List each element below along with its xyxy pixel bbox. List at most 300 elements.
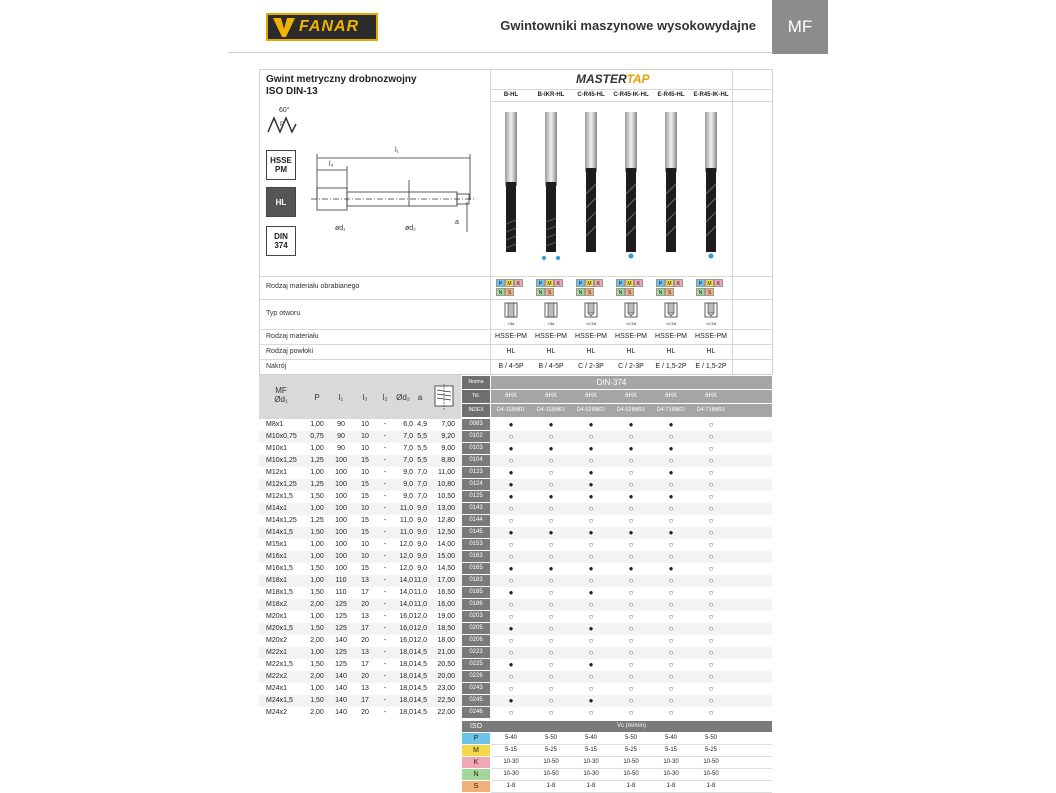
on-request-mark: ○ xyxy=(508,432,514,441)
header-l2: l₂ xyxy=(382,393,388,402)
on-request-mark: ○ xyxy=(628,684,634,693)
material-cell-p: P xyxy=(616,279,625,287)
cell-pitch: 1,25 xyxy=(310,457,324,464)
cutting-speed-value: 5-40 xyxy=(664,735,677,741)
cell-pitch: 1,25 xyxy=(310,481,324,488)
table-row xyxy=(259,515,772,527)
iso-group-k: K xyxy=(462,757,490,768)
cell-thread-length: 13,00 xyxy=(437,505,455,512)
cutting-speed-value: 10-50 xyxy=(703,759,719,765)
table-row xyxy=(259,611,772,623)
cell-a: 9,0 xyxy=(417,565,427,572)
cell-d2: 18,0 xyxy=(399,673,413,680)
cell-a: 9,0 xyxy=(417,541,427,548)
cell-l2: - xyxy=(383,673,387,680)
cell-thread-length: 21,00 xyxy=(437,649,455,656)
on-request-mark: ○ xyxy=(508,516,514,525)
cell-a: 7,0 xyxy=(417,493,427,500)
mastertap-brand: MASTERTAP xyxy=(576,72,650,86)
on-request-mark: ○ xyxy=(628,624,634,633)
row-index-code: 0123 xyxy=(462,467,490,478)
cell-a: 9,0 xyxy=(417,553,427,560)
material-cell-n: N xyxy=(576,288,585,296)
cell-d2: 6,0 xyxy=(403,421,413,428)
cell-a: 5,5 xyxy=(417,445,427,452)
available-mark: ● xyxy=(508,564,514,573)
cell-l2: - xyxy=(383,601,387,608)
on-request-mark: ○ xyxy=(588,612,594,621)
available-mark: ● xyxy=(508,696,514,705)
hole-depth-caption: ≈3d xyxy=(507,321,515,326)
available-mark: ● xyxy=(508,588,514,597)
on-request-mark: ○ xyxy=(588,708,594,717)
table-row xyxy=(259,467,772,479)
cell-size: M20x1,5 xyxy=(266,625,293,632)
on-request-mark: ○ xyxy=(628,480,634,489)
on-request-mark: ○ xyxy=(628,696,634,705)
svg-text:ød₂: ød₂ xyxy=(405,225,416,232)
tap-image-c-r45-ik-hl xyxy=(625,112,637,259)
tool-material-value: HSSE-PM xyxy=(615,333,647,340)
available-mark: ● xyxy=(668,444,674,453)
cell-size: M24x2 xyxy=(266,709,288,716)
row-label-coating: Rodzaj powłoki xyxy=(266,348,314,355)
brand-name: FANAR xyxy=(299,18,360,35)
on-request-mark: ○ xyxy=(548,684,554,693)
cell-l3: 20 xyxy=(361,709,369,716)
material-cell-m: M xyxy=(505,279,514,287)
column-c-r45-hl: C-R45-HL xyxy=(577,92,605,98)
available-mark: ● xyxy=(628,492,634,501)
on-request-mark: ○ xyxy=(708,600,714,609)
row-index-code: 0153 xyxy=(462,539,490,550)
material-cell-p: P xyxy=(536,279,545,287)
material-cell-k: K xyxy=(674,279,683,287)
available-mark: ● xyxy=(668,420,674,429)
column-e-r45-hl: E-R45-HL xyxy=(657,92,685,98)
fanar-logo xyxy=(266,13,378,41)
cell-d2: 12,0 xyxy=(399,553,413,560)
table-row xyxy=(259,587,772,599)
cell-pitch: 1,00 xyxy=(310,553,324,560)
cell-pitch: 2,00 xyxy=(310,601,324,608)
material-grid xyxy=(576,279,606,297)
material-grid xyxy=(496,279,526,297)
on-request-mark: ○ xyxy=(708,636,714,645)
through-hole-icon xyxy=(504,302,518,318)
material-cell-s: S xyxy=(585,288,594,296)
on-request-mark: ○ xyxy=(708,612,714,621)
cutting-speed-value: 1-8 xyxy=(626,783,636,789)
cell-pitch: 1,50 xyxy=(310,697,324,704)
cell-thread-length: 22,00 xyxy=(437,709,455,716)
row-index-code: 0225 xyxy=(462,659,490,670)
on-request-mark: ○ xyxy=(548,648,554,657)
on-request-mark: ○ xyxy=(708,660,714,669)
tolerance-value: 6HX xyxy=(545,393,557,399)
material-cell-n: N xyxy=(616,288,625,296)
cell-l1: 100 xyxy=(335,517,347,524)
row-index-code: 0186 xyxy=(462,599,490,610)
hole-depth-caption: ≈3d xyxy=(547,321,555,326)
available-mark: ● xyxy=(508,492,514,501)
cell-a: 14,5 xyxy=(413,697,427,704)
norm-row xyxy=(491,376,772,389)
on-request-mark: ○ xyxy=(508,708,514,717)
cell-l2: - xyxy=(383,541,387,548)
on-request-mark: ○ xyxy=(708,576,714,585)
on-request-mark: ○ xyxy=(628,456,634,465)
norm-label: Norma xyxy=(462,376,490,389)
table-row xyxy=(259,647,772,659)
row-index-code: 0103 xyxy=(462,443,490,454)
on-request-mark: ○ xyxy=(628,552,634,561)
cell-d2: 18,0 xyxy=(399,697,413,704)
cell-pitch: 1,50 xyxy=(310,493,324,500)
hl-coating-badge: HL xyxy=(266,187,296,217)
on-request-mark: ○ xyxy=(628,708,634,717)
material-cell-p: P xyxy=(656,279,665,287)
cell-size: M10x1,25 xyxy=(266,457,297,464)
cell-pitch: 1,00 xyxy=(310,541,324,548)
cell-size: M24x1 xyxy=(266,685,288,692)
cell-l1: 140 xyxy=(335,709,347,716)
row-index-code: 0245 xyxy=(462,695,490,706)
cell-l2: - xyxy=(383,697,387,704)
hole-depth-caption: ≈2,5d xyxy=(666,321,676,326)
blind-hole-icon xyxy=(624,302,638,318)
tap-dimension-drawing xyxy=(305,140,480,240)
cell-l1: 100 xyxy=(335,505,347,512)
cell-d2: 14,0 xyxy=(399,601,413,608)
spec-title: Gwint metryczny drobnozwojny ISO DIN-13 xyxy=(266,74,417,97)
norm-value: DIN-374 xyxy=(596,378,627,387)
on-request-mark: ○ xyxy=(548,516,554,525)
cutting-speed-value: 10-30 xyxy=(663,771,679,777)
on-request-mark: ○ xyxy=(668,540,674,549)
row-index-code: 0125 xyxy=(462,491,490,502)
available-mark: ● xyxy=(588,420,594,429)
cell-l2: - xyxy=(383,481,387,488)
cell-l1: 100 xyxy=(335,457,347,464)
cell-size: M20x2 xyxy=(266,637,288,644)
cell-l1: 100 xyxy=(335,541,347,548)
index-code: D4-528M51 xyxy=(616,407,646,413)
cell-l2: - xyxy=(383,685,387,692)
available-mark: ● xyxy=(668,564,674,573)
on-request-mark: ○ xyxy=(588,552,594,561)
on-request-mark: ○ xyxy=(668,432,674,441)
cell-d2: 16,0 xyxy=(399,625,413,632)
cell-pitch: 1,00 xyxy=(310,469,324,476)
row-index-code: 0083 xyxy=(462,419,490,430)
available-mark: ● xyxy=(668,468,674,477)
cell-l1: 90 xyxy=(337,433,345,440)
cell-pitch: 1,50 xyxy=(310,565,324,572)
svg-text:l₃: l₃ xyxy=(329,161,334,168)
svg-text:l₁: l₁ xyxy=(395,147,399,154)
thread-length-icon xyxy=(431,382,457,412)
cell-l2: - xyxy=(383,577,387,584)
cutting-speed-value: 10-30 xyxy=(663,759,679,765)
iso-group-m: M xyxy=(462,745,490,756)
on-request-mark: ○ xyxy=(548,540,554,549)
cell-a: 12,0 xyxy=(413,637,427,644)
tolerance-label: Tol. xyxy=(462,390,490,403)
coating-value: HL xyxy=(666,348,676,355)
cell-d2: 11,0 xyxy=(399,505,413,512)
available-mark: ● xyxy=(548,420,554,429)
tolerance-value: 6HX xyxy=(505,393,517,399)
table-row xyxy=(259,707,772,719)
cell-a: 5,5 xyxy=(417,433,427,440)
cutting-speed-value: 10-50 xyxy=(623,759,639,765)
on-request-mark: ○ xyxy=(588,576,594,585)
cell-thread-length: 10,80 xyxy=(437,481,455,488)
cutting-speed-value: 5-25 xyxy=(544,747,557,753)
cell-l2: - xyxy=(383,649,387,656)
on-request-mark: ○ xyxy=(708,708,714,717)
cell-thread-length: 15,00 xyxy=(437,553,455,560)
cell-l3: 20 xyxy=(361,673,369,680)
cell-l3: 15 xyxy=(361,493,369,500)
available-mark: ● xyxy=(588,480,594,489)
cell-thread-length: 14,00 xyxy=(437,541,455,548)
svg-text:a: a xyxy=(455,219,459,226)
on-request-mark: ○ xyxy=(668,588,674,597)
cell-l1: 100 xyxy=(335,529,347,536)
cell-a: 11,0 xyxy=(413,589,427,596)
cell-pitch: 1,50 xyxy=(310,625,324,632)
available-mark: ● xyxy=(588,660,594,669)
on-request-mark: ○ xyxy=(668,636,674,645)
tool-material-value: HSSE-PM xyxy=(495,333,527,340)
on-request-mark: ○ xyxy=(548,552,554,561)
hsse-pm-badge: HSSE PM xyxy=(266,150,296,180)
on-request-mark: ○ xyxy=(708,432,714,441)
tap-image-e-r45-hl xyxy=(665,112,677,252)
on-request-mark: ○ xyxy=(708,492,714,501)
cell-thread-length: 16,50 xyxy=(437,589,455,596)
cutting-speed-value: 1-8 xyxy=(586,783,596,789)
on-request-mark: ○ xyxy=(628,516,634,525)
table-row xyxy=(259,455,772,467)
material-cell-n: N xyxy=(696,288,705,296)
available-mark: ● xyxy=(548,492,554,501)
cell-d2: 7,0 xyxy=(403,457,413,464)
cell-thread-length: 10,50 xyxy=(437,493,455,500)
cell-a: 12,0 xyxy=(413,613,427,620)
header-mf: MF Ød₁ xyxy=(274,386,288,404)
column-e-r45-ik-hl: E-R45-IK-HL xyxy=(693,92,729,98)
cell-l1: 100 xyxy=(335,469,347,476)
available-mark: ● xyxy=(588,468,594,477)
header-divider xyxy=(228,52,773,53)
cell-l3: 13 xyxy=(361,685,369,692)
cell-l1: 140 xyxy=(335,685,347,692)
on-request-mark: ○ xyxy=(708,468,714,477)
cell-a: 14,5 xyxy=(413,709,427,716)
material-cell-s: S xyxy=(545,288,554,296)
on-request-mark: ○ xyxy=(668,696,674,705)
cell-thread-length: 19,00 xyxy=(437,613,455,620)
cell-thread-length: 17,00 xyxy=(437,577,455,584)
cell-size: M14x1,25 xyxy=(266,517,297,524)
material-grid xyxy=(616,279,646,297)
cutting-speed-value: 1-8 xyxy=(506,783,516,789)
on-request-mark: ○ xyxy=(668,552,674,561)
tap-images xyxy=(491,104,732,274)
cell-pitch: 1,50 xyxy=(310,661,324,668)
cell-l2: - xyxy=(383,709,387,716)
cell-thread-length: 20,50 xyxy=(437,661,455,668)
on-request-mark: ○ xyxy=(668,480,674,489)
material-grid xyxy=(656,279,686,297)
cell-l1: 140 xyxy=(335,637,347,644)
row-index-code: 0163 xyxy=(462,551,490,562)
cell-l1: 100 xyxy=(335,565,347,572)
cell-size: M10x1 xyxy=(266,445,288,452)
row-label-chamfer: Nakrój xyxy=(266,363,287,370)
cell-l2: - xyxy=(383,457,387,464)
row-index-code: 0243 xyxy=(462,683,490,694)
iso-group-s: S xyxy=(462,781,490,792)
cell-l3: 13 xyxy=(361,577,369,584)
on-request-mark: ○ xyxy=(588,540,594,549)
tolerance-value: 6HX xyxy=(705,393,717,399)
cell-l2: - xyxy=(383,589,387,596)
iso-group-n: N xyxy=(462,769,490,780)
on-request-mark: ○ xyxy=(628,576,634,585)
v-logo-icon xyxy=(272,15,296,39)
available-mark: ● xyxy=(588,492,594,501)
on-request-mark: ○ xyxy=(708,696,714,705)
on-request-mark: ○ xyxy=(508,576,514,585)
chamfer-value: C / 2-3P xyxy=(578,363,604,370)
cell-l3: 20 xyxy=(361,601,369,608)
on-request-mark: ○ xyxy=(708,420,714,429)
cutting-speed-value: 10-50 xyxy=(703,771,719,777)
cell-d2: 11,0 xyxy=(399,517,413,524)
cell-d2: 16,0 xyxy=(399,637,413,644)
cell-l3: 17 xyxy=(361,625,369,632)
available-mark: ● xyxy=(508,480,514,489)
cutting-speed-value: 5-25 xyxy=(624,747,637,753)
on-request-mark: ○ xyxy=(588,456,594,465)
row-index-code: 0205 xyxy=(462,623,490,634)
row-index-code: 0104 xyxy=(462,455,490,466)
cell-a: 12,0 xyxy=(413,625,427,632)
column-b-ikr-hl: B-IKR-HL xyxy=(537,92,565,98)
available-mark: ● xyxy=(548,564,554,573)
cell-l1: 125 xyxy=(335,661,347,668)
din-badge: DIN 374 xyxy=(266,226,296,256)
cell-thread-length: 9,20 xyxy=(441,433,455,440)
coating-value: HL xyxy=(626,348,636,355)
cell-l1: 110 xyxy=(335,577,347,584)
table-row xyxy=(259,551,772,563)
on-request-mark: ○ xyxy=(548,456,554,465)
on-request-mark: ○ xyxy=(548,636,554,645)
on-request-mark: ○ xyxy=(548,600,554,609)
cell-a: 7,0 xyxy=(417,469,427,476)
on-request-mark: ○ xyxy=(588,504,594,513)
blind-hole-icon xyxy=(584,302,598,318)
table-row xyxy=(259,623,772,635)
cell-pitch: 2,00 xyxy=(310,709,324,716)
available-mark: ● xyxy=(588,696,594,705)
material-cell-m: M xyxy=(665,279,674,287)
available-mark: ● xyxy=(588,444,594,453)
cell-size: M12x1,5 xyxy=(266,493,293,500)
cell-d2: 12,0 xyxy=(399,565,413,572)
cutting-speed-value: 1-8 xyxy=(706,783,716,789)
cell-l3: 20 xyxy=(361,637,369,644)
on-request-mark: ○ xyxy=(588,636,594,645)
cell-d2: 9,0 xyxy=(403,481,413,488)
cell-l3: 10 xyxy=(361,469,369,476)
cell-size: M18x1,5 xyxy=(266,589,293,596)
cell-l2: - xyxy=(383,637,387,644)
material-grid xyxy=(536,279,566,297)
table-row xyxy=(259,599,772,611)
cell-size: M14x1 xyxy=(266,505,288,512)
cell-l3: 17 xyxy=(361,697,369,704)
on-request-mark: ○ xyxy=(708,552,714,561)
on-request-mark: ○ xyxy=(708,480,714,489)
cell-d2: 14,0 xyxy=(399,589,413,596)
available-mark: ● xyxy=(588,564,594,573)
row-label-hole-type: Typ otworu xyxy=(266,310,301,317)
table-row xyxy=(259,659,772,671)
on-request-mark: ○ xyxy=(668,708,674,717)
through-hole-icon xyxy=(544,302,558,318)
on-request-mark: ○ xyxy=(548,612,554,621)
on-request-mark: ○ xyxy=(628,612,634,621)
cell-l1: 125 xyxy=(335,625,347,632)
cell-d2: 7,0 xyxy=(403,445,413,452)
cell-d2: 9,0 xyxy=(403,493,413,500)
cell-d2: 18,0 xyxy=(399,661,413,668)
material-cell-p: P xyxy=(496,279,505,287)
chamfer-value: E / 1,5-2P xyxy=(695,363,727,370)
cell-d2: 9,0 xyxy=(403,469,413,476)
cell-d2: 14,0 xyxy=(399,577,413,584)
thread-profile-icon xyxy=(266,104,298,136)
cell-pitch: 1,00 xyxy=(310,421,324,428)
cell-pitch: 1,00 xyxy=(310,649,324,656)
cell-l2: - xyxy=(383,613,387,620)
cell-size: M22x1,5 xyxy=(266,661,293,668)
blind-hole-icon xyxy=(704,302,718,318)
hole-depth-caption: ≈2,5d xyxy=(586,321,596,326)
on-request-mark: ○ xyxy=(548,624,554,633)
cutting-speed-value: 10-30 xyxy=(583,771,599,777)
cell-a: 7,0 xyxy=(417,481,427,488)
on-request-mark: ○ xyxy=(708,444,714,453)
table-row xyxy=(259,575,772,587)
cell-d2: 18,0 xyxy=(399,649,413,656)
material-cell-p: P xyxy=(696,279,705,287)
material-cell-m: M xyxy=(585,279,594,287)
material-cell-n: N xyxy=(536,288,545,296)
cell-a: 11,0 xyxy=(413,601,427,608)
cell-l3: 10 xyxy=(361,445,369,452)
coating-value: HL xyxy=(506,348,516,355)
on-request-mark: ○ xyxy=(548,480,554,489)
material-cell-s: S xyxy=(625,288,634,296)
on-request-mark: ○ xyxy=(588,516,594,525)
